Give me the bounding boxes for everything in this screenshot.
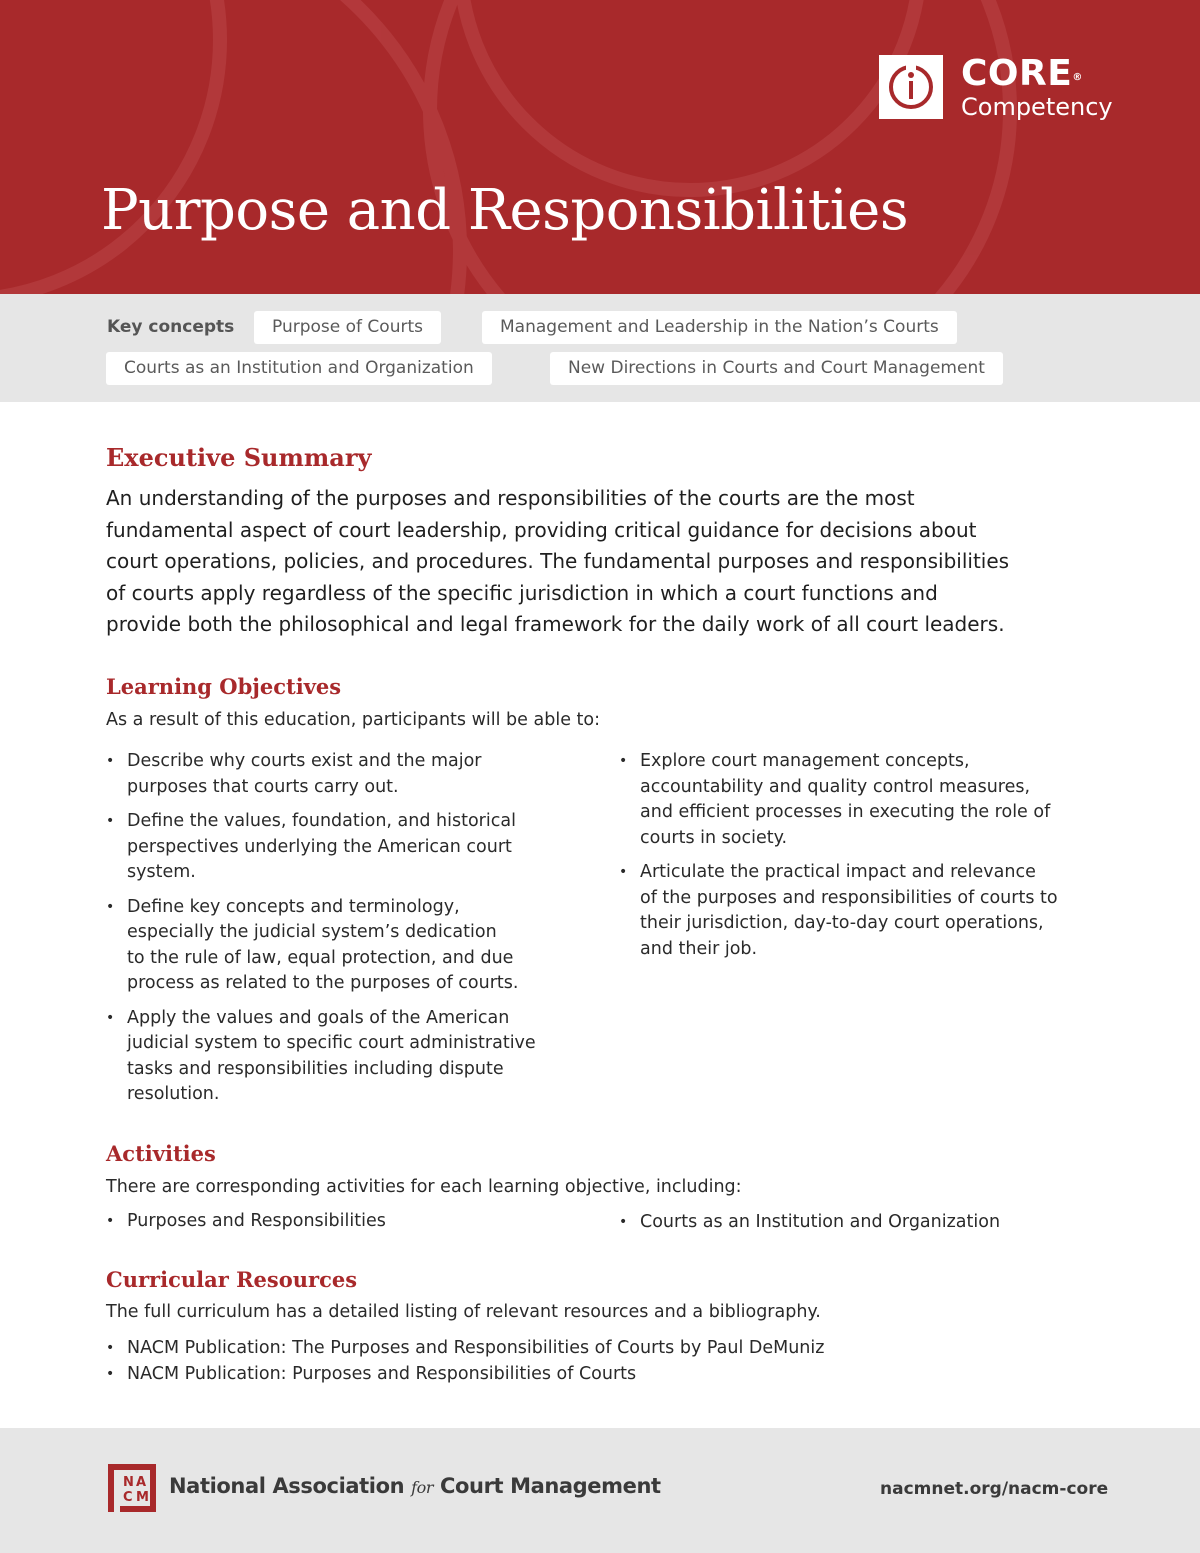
- concept-chip: Courts as an Institution and Organization: [106, 352, 492, 385]
- summary-line: provide both the philosophical and legal framework for the daily work of all court leaders.: [106, 612, 1005, 636]
- curricular-resources-intro: The full curriculum has a detailed listing of relevant resources and a bibliography.: [106, 1302, 821, 1322]
- list-item: • Articulate the practical impact and relevance of the purposes and responsibilities of courts to their jurisdiction, day-to-day court operations, and their job.: [619, 862, 1058, 959]
- concept-chip: New Directions in Courts and Court Management: [550, 352, 1003, 385]
- key-concepts-label: Key concepts: [107, 317, 235, 337]
- core-logo-word: CORE®: [961, 53, 1083, 94]
- svg-text:M: M: [136, 1490, 149, 1505]
- key-concepts-band: [0, 294, 1200, 402]
- svg-text:C: C: [123, 1490, 133, 1505]
- learning-objectives-heading: Learning Objectives: [106, 674, 342, 699]
- concept-chip: Management and Leadership in the Nation’s Courts: [482, 311, 957, 344]
- footer-url-link[interactable]: nacmnet.org/nacm-core: [880, 1479, 1109, 1499]
- list-item: • Describe why courts exist and the major purposes that courts carry out.: [106, 751, 482, 797]
- core-logo-icon: [879, 55, 943, 119]
- activities-heading: Activities: [106, 1141, 216, 1166]
- objectives-right-list: [619, 749, 1109, 971]
- list-item: • NACM Publication: Purposes and Responsibilities of Courts: [106, 1363, 637, 1384]
- resources-list: [106, 1336, 1006, 1387]
- core-competency-logo: [879, 55, 1113, 127]
- summary-line: court operations, policies, and procedures. The fundamental purposes and responsibilities: [106, 549, 1010, 573]
- list-item: • Apply the values and goals of the American judicial system to specific court administrative tasks and responsibilities including dispute resolution.: [106, 1007, 536, 1104]
- list-item: • Courts as an Institution and Organization: [619, 1212, 1001, 1232]
- summary-line: An understanding of the purposes and responsibilities of the courts are the most: [106, 486, 915, 510]
- list-item: • Define the values, foundation, and historical perspectives underlying the American court system.: [106, 811, 516, 882]
- header-banner: [0, 0, 1200, 294]
- nacm-logo-icon: [106, 1462, 158, 1514]
- executive-summary-heading: Executive Summary: [106, 443, 372, 472]
- curricular-resources-heading: Curricular Resources: [106, 1267, 358, 1292]
- svg-text:A: A: [136, 1475, 147, 1490]
- activities-left-list: [106, 1209, 586, 1235]
- footer: [0, 1428, 1200, 1553]
- summary-line: of courts apply regardless of the specific jurisdiction in which a court functions and: [106, 580, 938, 605]
- learning-objectives-intro: As a result of this education, participants will be able to:: [106, 710, 600, 730]
- organization-name: National Association for Court Management: [169, 1474, 661, 1498]
- activities-intro: There are corresponding activities for each learning objective, including:: [106, 1177, 742, 1197]
- list-item: • Explore court management concepts, accountability and quality control measures, and efficient processes in executing the role of courts in society.: [619, 751, 1051, 848]
- list-item: • NACM Publication: The Purposes and Responsibilities of Courts by Paul DeMuniz: [106, 1338, 825, 1358]
- activities-right-list: [619, 1210, 1099, 1236]
- decorative-circles: [0, 0, 1200, 294]
- page-title: Purpose and Responsibilities: [101, 178, 909, 243]
- list-item: • Define key concepts and terminology, especially the judicial system’s dedication to the rule of law, equal protection, and due process as related to the purposes of courts.: [106, 896, 519, 993]
- core-logo-subtitle: Competency: [961, 93, 1113, 121]
- concept-chip: Purpose of Courts: [254, 311, 441, 344]
- objectives-left-list: [106, 749, 586, 1117]
- list-item: • Purposes and Responsibilities: [106, 1211, 386, 1231]
- svg-text:N: N: [123, 1475, 134, 1490]
- executive-summary-text: [106, 483, 1096, 641]
- summary-line: fundamental aspect of court leadership, providing critical guidance for decisions about: [106, 517, 977, 542]
